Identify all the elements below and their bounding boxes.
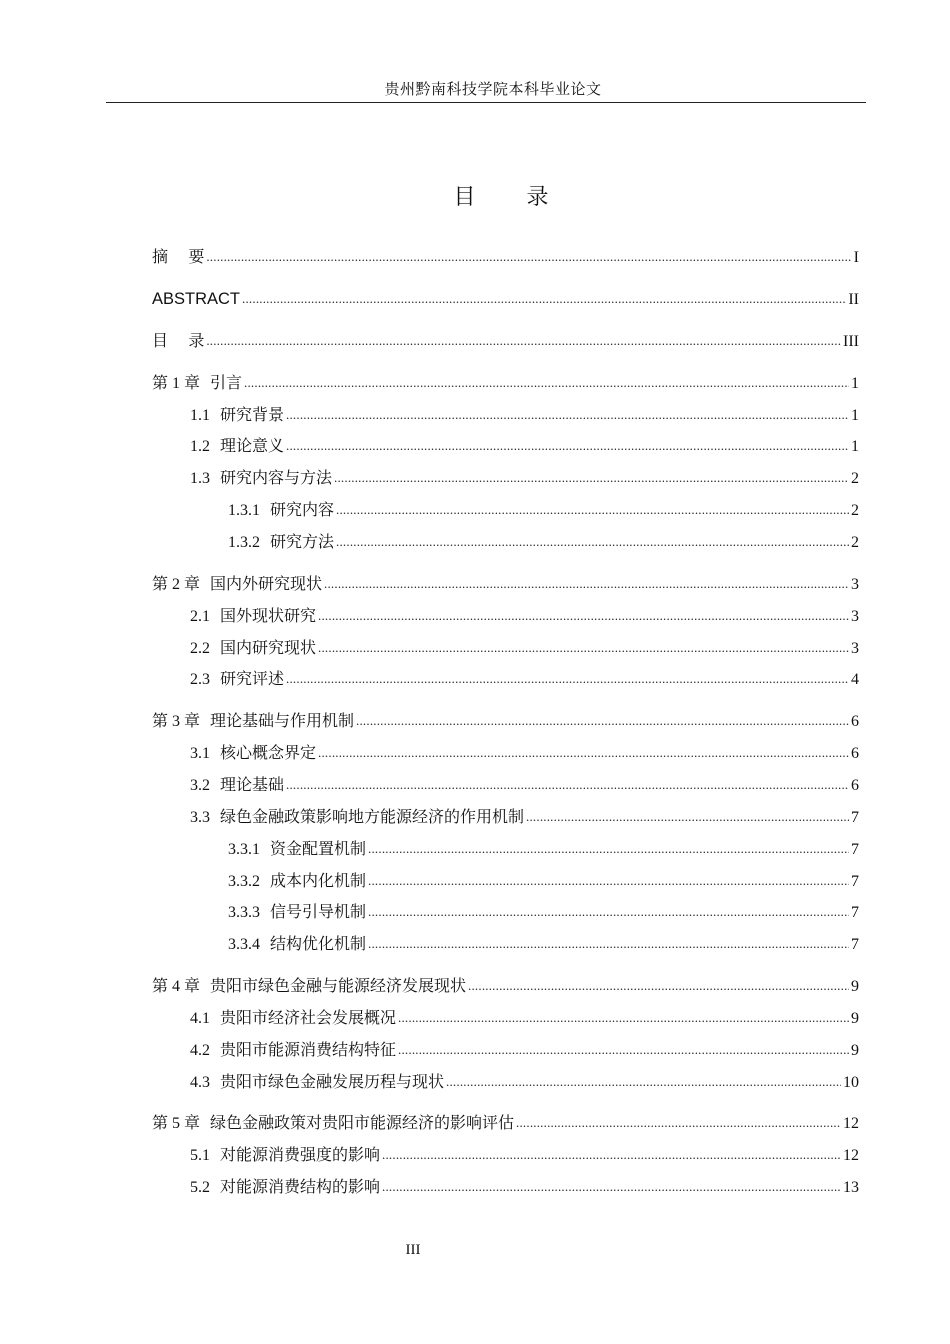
page-number-footer: III bbox=[405, 1242, 421, 1258]
toc-leader-dots bbox=[398, 1007, 849, 1029]
toc-entry-label: 理论基础 bbox=[220, 775, 285, 794]
toc-entry-label: 核心概念界定 bbox=[220, 743, 317, 762]
page-title: 目 录 bbox=[453, 185, 571, 210]
toc-entry-number: 第 2 章 bbox=[152, 576, 201, 593]
toc-entry-section-2-3[interactable] bbox=[190, 668, 859, 690]
toc-entry-chapter-3[interactable] bbox=[152, 710, 859, 732]
toc-entry-chapter-2[interactable] bbox=[152, 573, 859, 595]
toc-entry-chapter-5[interactable] bbox=[152, 1112, 859, 1134]
toc-page-number: 13 bbox=[843, 1179, 859, 1196]
toc-leader-dots bbox=[382, 1176, 841, 1198]
toc-entry-label: 国内外研究现状 bbox=[210, 574, 323, 593]
toc-entry-number: 第 5 章 bbox=[152, 1115, 201, 1132]
toc-page-number: II bbox=[848, 291, 859, 308]
toc-entry-chapter-1[interactable] bbox=[152, 372, 859, 394]
toc-page-number: 7 bbox=[851, 873, 859, 890]
toc-entry-number: 1.1 bbox=[190, 407, 210, 424]
toc-entry-number: 3.1 bbox=[190, 745, 210, 762]
toc-page-number: 6 bbox=[851, 713, 859, 730]
toc-entry-number: 3.3.3 bbox=[228, 904, 260, 921]
toc-page-number: 1 bbox=[851, 407, 859, 424]
toc-entry-section-3-3[interactable] bbox=[190, 806, 859, 828]
toc-entry-label: 研究内容与方法 bbox=[220, 468, 333, 487]
toc-entry-section-4-3[interactable] bbox=[190, 1071, 859, 1093]
toc-leader-dots bbox=[398, 1039, 849, 1061]
toc-page-number: 12 bbox=[843, 1147, 859, 1164]
toc-entry-abstract-en[interactable] bbox=[152, 288, 859, 310]
toc-entry-label: 贵阳市绿色金融发展历程与现状 bbox=[220, 1072, 445, 1091]
toc-entry-label: 贵阳市经济社会发展概况 bbox=[220, 1008, 397, 1027]
toc-entry-label: 对能源消费强度的影响 bbox=[220, 1145, 381, 1164]
toc-entry-number: 第 1 章 bbox=[152, 375, 201, 392]
toc-entry-section-1-1[interactable] bbox=[190, 404, 859, 426]
toc-leader-dots bbox=[334, 467, 849, 489]
toc-page-number: 9 bbox=[851, 1042, 859, 1059]
toc-leader-dots bbox=[318, 637, 849, 659]
toc-entry-label: 绿色金融政策影响地方能源经济的作用机制 bbox=[220, 807, 525, 826]
toc-entry-section-1-2[interactable] bbox=[190, 435, 859, 457]
toc-entry-contents[interactable] bbox=[152, 330, 859, 352]
toc-entry-section-3-3-1[interactable] bbox=[228, 838, 859, 860]
toc-entry-label: 研究背景 bbox=[220, 405, 285, 424]
toc-entry-number: 2.1 bbox=[190, 608, 210, 625]
toc-leader-dots bbox=[318, 605, 849, 627]
toc-entry-label: 信号引导机制 bbox=[270, 902, 367, 921]
toc-entry-label: 资金配置机制 bbox=[270, 839, 367, 858]
toc-entry-label: 研究方法 bbox=[270, 532, 335, 551]
toc-entry-number: 3.3.2 bbox=[228, 873, 260, 890]
toc-entry-label: 国外现状研究 bbox=[220, 606, 317, 625]
toc-entry-section-1-3-1[interactable] bbox=[228, 499, 859, 521]
toc-leader-dots bbox=[286, 668, 849, 690]
toc-entry-section-5-2[interactable] bbox=[190, 1176, 859, 1198]
toc-leader-dots bbox=[286, 435, 849, 457]
toc-page-number: 10 bbox=[843, 1074, 859, 1091]
toc-entry-number: 5.2 bbox=[190, 1179, 210, 1196]
toc-page-number: 7 bbox=[851, 841, 859, 858]
toc-page-number: 1 bbox=[851, 375, 859, 392]
toc-entry-abstract-zh[interactable] bbox=[152, 246, 859, 268]
toc-page-number: 7 bbox=[851, 809, 859, 826]
toc-leader-dots bbox=[368, 901, 849, 923]
toc-leader-dots bbox=[356, 710, 849, 732]
toc-entry-label: 摘 要 bbox=[152, 247, 205, 266]
toc-leader-dots bbox=[286, 404, 849, 426]
toc-entry-label: 结构优化机制 bbox=[270, 934, 367, 953]
toc-entry-number: 3.3.4 bbox=[228, 936, 260, 953]
toc-entry-chapter-4[interactable] bbox=[152, 975, 859, 997]
toc-leader-dots bbox=[336, 499, 849, 521]
toc-page-number: 9 bbox=[851, 1010, 859, 1027]
toc-entry-label: 贵阳市绿色金融与能源经济发展现状 bbox=[210, 976, 467, 995]
toc-entry-section-3-1[interactable] bbox=[190, 742, 859, 764]
toc-leader-dots bbox=[446, 1071, 841, 1093]
header-rule bbox=[106, 102, 866, 103]
toc-entry-section-4-1[interactable] bbox=[190, 1007, 859, 1029]
toc-page-number: 2 bbox=[851, 534, 859, 551]
toc-entry-section-4-2[interactable] bbox=[190, 1039, 859, 1061]
toc-leader-dots bbox=[468, 975, 849, 997]
toc-entry-number: 1.3 bbox=[190, 470, 210, 487]
toc-entry-number: 4.1 bbox=[190, 1010, 210, 1027]
toc-entry-label: 成本内化机制 bbox=[270, 871, 367, 890]
toc-entry-label: 目 录 bbox=[152, 331, 205, 350]
toc-entry-label: 引言 bbox=[210, 373, 243, 392]
toc-entry-number: 5.1 bbox=[190, 1147, 210, 1164]
toc-entry-number: 1.3.1 bbox=[228, 502, 260, 519]
toc-entry-number: 1.3.2 bbox=[228, 534, 260, 551]
toc-leader-dots bbox=[324, 573, 849, 595]
toc-leader-dots bbox=[318, 742, 849, 764]
toc-page-number: I bbox=[853, 249, 859, 266]
toc-leader-dots bbox=[244, 372, 849, 394]
toc-leader-dots bbox=[242, 288, 846, 310]
toc-page-number: 6 bbox=[851, 745, 859, 762]
toc-entry-section-5-1[interactable] bbox=[190, 1144, 859, 1166]
toc-entry-label: 对能源消费结构的影响 bbox=[220, 1177, 381, 1196]
toc-page-number: 12 bbox=[843, 1115, 859, 1132]
toc-entry-number: 2.3 bbox=[190, 671, 210, 688]
toc-leader-dots bbox=[516, 1112, 841, 1134]
toc-entry-number: 第 3 章 bbox=[152, 713, 201, 730]
toc-leader-dots bbox=[368, 870, 849, 892]
toc-entry-number: 4.2 bbox=[190, 1042, 210, 1059]
toc-entry-section-3-2[interactable] bbox=[190, 774, 859, 796]
toc-entry-label: 理论意义 bbox=[220, 436, 285, 455]
toc-entry-label: 研究内容 bbox=[270, 500, 335, 519]
toc-page-number: 2 bbox=[851, 470, 859, 487]
toc-leader-dots bbox=[526, 806, 849, 828]
toc-entry-label: 研究评述 bbox=[220, 669, 285, 688]
toc-entry-label: 理论基础与作用机制 bbox=[210, 711, 355, 730]
toc-page-number: 4 bbox=[851, 671, 859, 688]
toc-leader-dots bbox=[336, 531, 849, 553]
toc-entry-label: 绿色金融政策对贵阳市能源经济的影响评估 bbox=[210, 1113, 515, 1132]
toc-page-number: 7 bbox=[851, 904, 859, 921]
toc-leader-dots bbox=[206, 246, 851, 268]
toc-page-number: 3 bbox=[851, 608, 859, 625]
toc-leader-dots bbox=[206, 330, 841, 352]
toc-leader-dots bbox=[368, 838, 849, 860]
toc-entry-label: ABSTRACT bbox=[152, 290, 241, 308]
toc-entry-number: 2.2 bbox=[190, 640, 210, 657]
toc-entry-number: 第 4 章 bbox=[152, 978, 201, 995]
toc-entry-label: 贵阳市能源消费结构特征 bbox=[220, 1040, 397, 1059]
toc-entry-number: 3.2 bbox=[190, 777, 210, 794]
toc-entry-section-2-1[interactable] bbox=[190, 605, 859, 627]
toc-page-number: 9 bbox=[851, 978, 859, 995]
running-header: 贵州黔南科技学院本科毕业论文 bbox=[384, 80, 602, 98]
toc-entry-section-3-3-2[interactable] bbox=[228, 870, 859, 892]
toc-leader-dots bbox=[286, 774, 849, 796]
toc-page-number: 3 bbox=[851, 576, 859, 593]
toc-entry-number: 1.2 bbox=[190, 438, 210, 455]
toc-leader-dots bbox=[368, 933, 849, 955]
toc-page-number: 7 bbox=[851, 936, 859, 953]
toc-page-number: 6 bbox=[851, 777, 859, 794]
toc-entry-section-1-3[interactable] bbox=[190, 467, 859, 489]
toc-entry-number: 4.3 bbox=[190, 1074, 210, 1091]
toc-entry-number: 3.3.1 bbox=[228, 841, 260, 858]
toc-entry-section-1-3-2[interactable] bbox=[228, 531, 859, 553]
toc-entry-label: 国内研究现状 bbox=[220, 638, 317, 657]
toc-page-number: 2 bbox=[851, 502, 859, 519]
toc-entry-section-2-2[interactable] bbox=[190, 637, 859, 659]
toc-leader-dots bbox=[382, 1144, 841, 1166]
toc-page-number: 3 bbox=[851, 640, 859, 657]
toc-entry-section-3-3-3[interactable] bbox=[228, 901, 859, 923]
toc-page-number: 1 bbox=[851, 438, 859, 455]
toc-entry-section-3-3-4[interactable] bbox=[228, 933, 859, 955]
toc-page-number: III bbox=[843, 333, 859, 350]
toc-entry-number: 3.3 bbox=[190, 809, 210, 826]
